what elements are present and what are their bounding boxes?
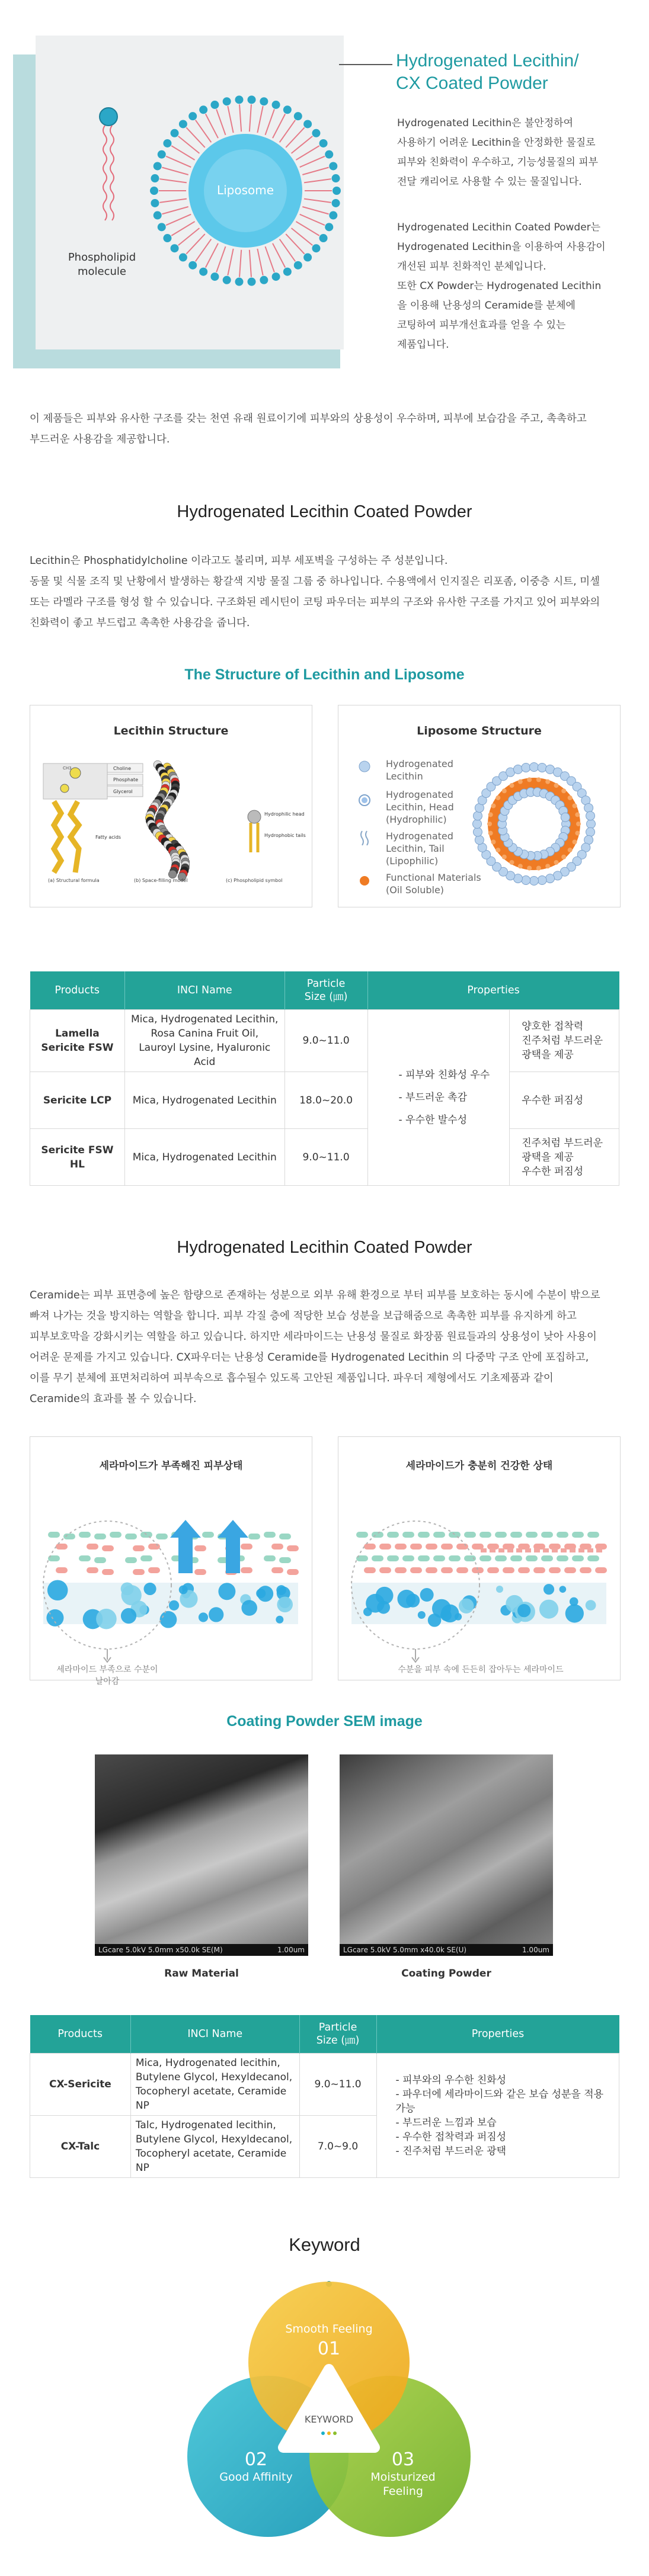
section2-body-line: 피부보호막을 강화시키는 역할을 하고 있습니다. 하지만 세라마이드는 난용성 물질로 화장품 원료들과의 상용성이 낮아 사용이 <box>30 1331 597 1343</box>
hero-title-line <box>339 64 392 65</box>
hero-title-line1: Hydrogenated Lecithin/ <box>396 51 579 70</box>
cell-inci <box>124 1010 284 1072</box>
table-row <box>30 1129 619 1186</box>
hero-title-line2: CX Coated Powder <box>396 73 548 93</box>
section1-body <box>30 551 622 634</box>
cell-line: Rosa Canina Fruit Oil, <box>151 1028 259 1040</box>
keyword-venn-diagram <box>0 2280 649 2576</box>
cell-line: 광택을 제공 <box>522 1049 574 1061</box>
cell-line: Butylene Glycol, Hexyldecanol, <box>135 2134 293 2145</box>
functional-material-icon <box>360 876 369 886</box>
legend-line: Lecithin, Tail <box>386 843 445 854</box>
cell-product: CX-Talc <box>30 2116 131 2178</box>
keyword-center-label: KEYWORD <box>304 2414 354 2425</box>
phospholipid-label-2: molecule <box>77 265 127 278</box>
section2-body <box>30 1285 622 1410</box>
keyword-moisture-num: 03 <box>391 2449 415 2470</box>
liposome-panel-title: Liposome Structure <box>417 724 542 737</box>
hero-p2-line: 제품입니다. <box>397 339 449 351</box>
cell-line: - 피부와의 우수한 친화성 <box>395 2074 507 2086</box>
cell-line: Mica, Hydrogenated Lecithin <box>132 1094 277 1106</box>
lecithin-structure-diagram <box>30 705 312 907</box>
th-properties: Properties <box>367 971 619 1010</box>
hero-p2-line: 개선된 피부 친화적인 분체입니다. <box>397 261 546 272</box>
legend-lecithin <box>386 758 453 782</box>
keyword-smooth-num: 01 <box>317 2338 341 2359</box>
cell-inci <box>130 2116 299 2178</box>
keyword-title: Keyword <box>289 2234 360 2255</box>
structure-title: The Structure of Lecithin and Liposome <box>184 666 465 683</box>
th-size-text: Particle Size (㎛) <box>304 978 348 1003</box>
sem-raw-scalebar <box>95 1944 308 1956</box>
cell-size: 9.0~11.0 <box>299 2054 376 2116</box>
hero-p2-line: 코팅하여 피부개선효과를 얻을 수 있는 <box>397 319 566 331</box>
skin-left-caption: 세라마이드 부족으로 수분이 날아감 <box>56 1665 158 1686</box>
cell-line: Butylene Glycol, Hexyldecanol, <box>135 2071 293 2083</box>
keyword-moisture-label-2: Feeling <box>383 2485 423 2498</box>
keyword-divider <box>0 2269 649 2270</box>
liposome-double-ring <box>473 763 596 886</box>
cell-prop <box>510 1072 619 1129</box>
legend-tail <box>386 830 453 867</box>
cell-size: 7.0~9.0 <box>299 2116 376 2178</box>
cell-prop <box>510 1129 619 1186</box>
cell-inci <box>124 1129 284 1186</box>
cell-prop <box>510 1010 619 1072</box>
th-products: Products <box>30 2015 131 2054</box>
cell-line: 우수한 퍼짐성 <box>522 1165 584 1178</box>
cell-line: Sericite FSW <box>41 1042 114 1054</box>
hero-paragraph-2 <box>397 218 622 355</box>
intro-text <box>30 409 622 450</box>
cell-line: Tocopheryl acetate, Ceramide NP <box>135 2086 287 2112</box>
cell-line: Lamella <box>55 1028 100 1040</box>
cell-line: 진주처럼 부드러운 <box>522 1035 603 1047</box>
cell-line: - 우수한 발수성 <box>398 1114 468 1126</box>
hero-p1-line: 피부와 친화력이 우수하고, 기능성물질의 피부 <box>397 156 599 168</box>
intro-line: 이 제품들은 피부와 유사한 구조를 갖는 천연 유래 원료이기에 피부와의 상용성이 우수하며, 피부에 보습감을 주고, 촉촉하고 <box>30 413 587 425</box>
hero-p2-line: Hydrogenated Lecithin을 이용하여 사용감이 <box>397 241 606 253</box>
cell-inci <box>124 1072 284 1129</box>
cell-line: - 진주처럼 부드러운 광택 <box>395 2145 507 2157</box>
cell-line: 진주처럼 부드러운 <box>522 1137 603 1149</box>
section2-body-line: 어려운 문제를 가지고 있습니다. CX파우더는 난용성 Ceramide를 Hydrogenated Lecithin 의 다중막 구조 안에 포집하고, <box>30 1352 589 1364</box>
cell-product: CX-Sericite <box>30 2054 131 2116</box>
legend-head <box>386 788 454 826</box>
section2-body-line: 빠져 나가는 것을 방지하는 역할을 합니다. 피부 각질 층에 적당한 보습 성분을 보급해줌으로 촉촉한 피부를 유지하게 하고 <box>30 1310 577 1322</box>
table-header-row <box>30 971 619 1010</box>
legend-functional <box>386 871 481 896</box>
section2-title: Hydrogenated Lecithin Coated Powder <box>177 1238 472 1257</box>
legend-line: Lecithin, Head <box>386 801 454 813</box>
cell-line: 우수한 퍼짐성 <box>522 1094 584 1106</box>
phospholipid-head-icon <box>100 108 117 126</box>
space-filling-model <box>145 761 190 881</box>
sem-coated-image <box>340 1754 553 1956</box>
cell-line: Talc, Hydrogenated lecithin, <box>135 2119 276 2131</box>
cell-line: - 부드러운 느낌과 보습 <box>395 2116 497 2129</box>
cell-size: 9.0~11.0 <box>284 1010 367 1072</box>
th-products: Products <box>30 971 125 1010</box>
sem-coated-scalebar <box>340 1944 553 1956</box>
cell-line: Sericite FSW HL <box>41 1144 114 1170</box>
section2-body-line: Ceramide는 피부 표면층에 높은 함량으로 존재하는 성분으로 외부 유해 환경으로 부터 피부를 보호하는 동시에 수분이 밖으로 <box>30 1289 600 1301</box>
caption-b: (b) Space-filling model <box>134 878 188 883</box>
legend-line: Functional Materials <box>386 872 481 883</box>
section1-body-line: 또는 라멜라 구조를 형성 할 수 있습니다. 구조화된 레시틴이 코팅 파우더는 피부의 구조와 유사한 구조를 가지고 있어 피부와의 <box>30 596 600 608</box>
th-size-text: Particle Size (㎛) <box>316 2022 360 2046</box>
cell-line: Mica, Hydrogenated Lecithin, <box>131 1013 279 1025</box>
legend-line: Hydrogenated <box>386 758 453 769</box>
sem-coated-label: Coating Powder <box>401 1968 491 1980</box>
hero-p2-line: 을 이용해 난용성의 Ceramide를 분체에 <box>397 300 576 312</box>
cell-size: 18.0~20.0 <box>284 1072 367 1129</box>
hero-paragraph-1 <box>397 114 622 192</box>
legend-line: Hydrogenated <box>386 789 453 800</box>
skin-lacking-panel <box>30 1436 312 1686</box>
sem-raw-scale: 1.00um <box>277 1946 305 1954</box>
th-size <box>284 971 367 1010</box>
cell-line: 광택을 제공 <box>522 1151 574 1163</box>
skin-healthy-panel <box>338 1436 621 1680</box>
caption-a: (a) Structural formula <box>48 878 100 883</box>
sem-title: Coating Powder SEM image <box>226 1713 423 1730</box>
liposome-illustration <box>36 36 344 349</box>
phospholipid-label-1: Phospholipid <box>68 251 136 264</box>
liposome-label: Liposome <box>216 183 274 197</box>
sem-coated-bar-text: LGcare 5.0kV 5.0mm x40.0k SE(U) <box>343 1946 467 1954</box>
cell-shared-props <box>376 2054 619 2178</box>
liposome-structure-panel <box>338 705 621 907</box>
legend-line: (Lipophilic) <box>386 855 439 867</box>
legend-line: Hydrogenated <box>386 830 453 842</box>
lecithin-structure-panel <box>30 705 312 907</box>
cell-product <box>30 1072 125 1129</box>
th-inci: INCI Name <box>130 2015 299 2054</box>
cell-shared-props <box>367 1010 510 1186</box>
hero-p1-line: Hydrogenated Lecithin은 불안정하여 <box>397 117 573 129</box>
sem-coated-scale: 1.00um <box>522 1946 549 1954</box>
glycerol-label: Glycerol <box>113 789 133 794</box>
cell-product <box>30 1129 125 1186</box>
hero-p1-line: 사용하기 어려운 Lecithin을 안정화한 물질로 <box>397 137 596 149</box>
cell-line: Lauroyl Lysine, Hyaluronic Acid <box>139 1042 271 1068</box>
lecithin-panel-title: Lecithin Structure <box>113 724 229 737</box>
section1-body-line: 동물 및 식물 조직 및 난황에서 발생하는 황갈색 지방 물질 그룹 중 하나입니다. 수용액에서 인지질은 리포좀, 이중층 시트, 미셀 <box>30 576 600 588</box>
sem-raw-label: Raw Material <box>164 1968 239 1980</box>
cell-product <box>30 1010 125 1072</box>
products-table-2 <box>30 2015 619 2178</box>
table-row <box>30 2054 619 2116</box>
table-row <box>30 1072 619 1129</box>
svg-text:CH3: CH3 <box>63 766 72 771</box>
cell-line: Mica, Hydrogenated Lecithin <box>132 1151 277 1163</box>
th-size <box>299 2015 376 2054</box>
section1-title: Hydrogenated Lecithin Coated Powder <box>177 502 472 521</box>
table-header-row <box>30 2015 619 2054</box>
cell-line: - 피부와 친화성 우수 <box>398 1069 490 1081</box>
cell-inci <box>130 2054 299 2116</box>
section2-body-line: Ceramide의 효과를 볼 수 있습니다. <box>30 1393 197 1405</box>
cell-line: Mica, Hydrogenated lecithin, <box>135 2057 280 2069</box>
section2-body-line: 이를 무기 분체에 표면처리하여 피부속으로 흡수될수 있도록 고안된 제품입니다. 파우더 제형에서도 기초제품과 같이 <box>30 1372 554 1384</box>
th-properties: Properties <box>376 2015 619 2054</box>
intro-line: 부드러운 사용감을 제공합니다. <box>30 434 170 445</box>
fatty-acids-label: Fatty acids <box>95 835 122 840</box>
keyword-smooth-label: Smooth Feeling <box>285 2322 373 2336</box>
skin-right-caption: 수분을 피부 속에 든든히 잡아두는 세라마이드 <box>398 1665 564 1674</box>
keyword-affinity-label: Good Affinity <box>219 2471 293 2484</box>
cell-line: Sericite LCP <box>43 1094 112 1106</box>
tail-legend-icon <box>361 831 368 845</box>
legend-line: Lecithin <box>386 771 423 782</box>
cell-line: - 부드러운 촉감 <box>398 1092 468 1103</box>
skin-right-title: 세라마이드가 충분히 건강한 상태 <box>405 1460 553 1472</box>
sem-raw-bar-text: LGcare 5.0kV 5.0mm x50.0k SE(M) <box>98 1946 223 1954</box>
cell-line: Tocopheryl acetate, Ceramide NP <box>135 2148 287 2174</box>
choline-label: Choline <box>113 766 131 771</box>
cell-line: - 파우더에 세라마이드와 같은 보습 성분을 적용 가능 <box>395 2088 604 2115</box>
hydrophilic-head-label: Hydrophilic head <box>264 811 305 817</box>
lecithin-legend-icon <box>359 761 370 772</box>
keyword-moisture-label-1: Moisturized <box>370 2471 436 2484</box>
skin-left-title: 세라마이드가 부족해진 피부상태 <box>99 1460 243 1472</box>
section1-body-line: 친화력이 좋고 부드럽고 촉촉한 사용감을 줍니다. <box>30 617 250 629</box>
legend-line: (Oil Soluble) <box>386 884 445 896</box>
phosphate-label: Phosphate <box>113 777 139 782</box>
hero-illustration <box>36 36 344 349</box>
hero-p1-line: 전달 캐리어로 사용할 수 있는 물질입니다. <box>397 176 582 188</box>
products-table-1 <box>30 971 619 1186</box>
cell-line: - 우수한 접착력과 퍼짐성 <box>395 2131 507 2143</box>
cell-line: 양호한 접착력 <box>522 1021 584 1032</box>
hero-title <box>396 50 633 95</box>
hydrophobic-tails-label: Hydrophobic tails <box>264 833 306 838</box>
hero-p2-line: Hydrogenated Lecithin Coated Powder는 <box>397 222 601 233</box>
section1-body-line: Lecithin은 Phosphatidylcholine 이라고도 불리며, 피부 세포벽을 구성하는 주 성분입니다. <box>30 555 448 567</box>
caption-c: (c) Phospholipid symbol <box>226 878 283 883</box>
keyword-affinity-num: 02 <box>244 2449 268 2470</box>
hero-p2-line: 또한 CX Powder는 Hydrogenated Lecithin <box>397 280 602 292</box>
skin-healthy-diagram <box>338 1437 620 1680</box>
skin-lacking-diagram <box>30 1437 312 1680</box>
table-row <box>30 1010 619 1072</box>
legend-line: (Hydrophilic) <box>386 814 447 825</box>
th-inci: INCI Name <box>124 971 284 1010</box>
sem-raw-image <box>95 1754 308 1956</box>
cell-size: 9.0~11.0 <box>284 1129 367 1186</box>
